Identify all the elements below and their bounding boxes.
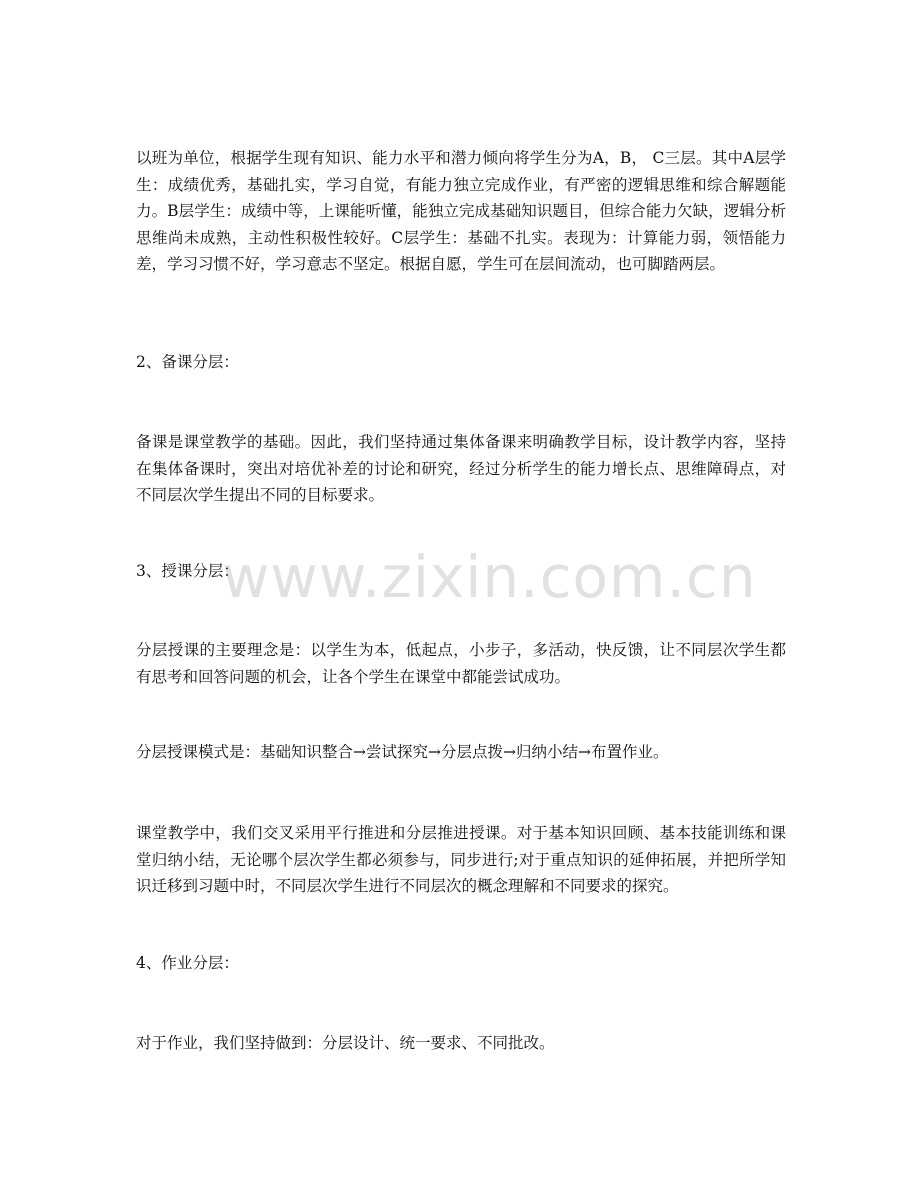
- heading-lesson-prep-layering: 2、备课分层：: [136, 353, 239, 371]
- paragraph-homework: 对于作业，我们坚持做到：分层设计、统一要求、不同批改。: [136, 1034, 555, 1052]
- paragraph-lesson-prep: 备课是课堂教学的基础。因此，我们坚持通过集体备课来明确教学目标，设计教学内容，坚持在集体备课时，突出对培优补差的讨论和研究，经过分析学生的能力增长点、思维障碍点，对不同层次学生提出不同的目标要求。: [136, 433, 786, 504]
- paragraph-classroom-teaching: 课堂教学中，我们交叉采用平行推进和分层推进授课。对于基本知识回顾、基本技能训练和课堂归纳小结，无论哪个层次学生都必须参与，同步进行;对于重点知识的延伸拓展，并把所学知识迁移到习题中时，不同层次学生进行不同层次的概念理解和不同要求的探究。: [136, 824, 786, 895]
- heading-homework-layering: 4、作业分层：: [136, 954, 239, 972]
- paragraph-teaching-mode: 分层授课模式是：基础知识整合→尝试探究→分层点拨→归纳小结→布置作业。: [136, 743, 669, 761]
- watermark-text: www.zixin.com.cn: [222, 543, 757, 611]
- paragraph-student-grouping: 以班为单位，根据学生现有知识、能力水平和潜力倾向将学生分为A，B， C三层。其中A层学生：成绩优秀，基础扎实，学习自觉，有能力独立完成作业，有严密的逻辑思维和综合解题能力。B层学生：成绩中等，上课能听懂，能独立完成基础知识题目，但综合能力欠缺，逻辑分析思维尚未成熟，主动性积极性较好。C层学生：基础不扎实。表现为：计算能力弱，领悟能力差，学习习惯不好，学习意志不坚定。根据自愿，学生可在层间流动，也可脚踏两层。: [136, 149, 786, 273]
- heading-teaching-layering: 3、授课分层：: [136, 562, 239, 580]
- paragraph-teaching-concept: 分层授课的主要理念是：以学生为本，低起点，小步子，多活动，快反馈，让不同层次学生都有思考和回答问题的机会，让各个学生在课堂中都能尝试成功。: [136, 641, 786, 686]
